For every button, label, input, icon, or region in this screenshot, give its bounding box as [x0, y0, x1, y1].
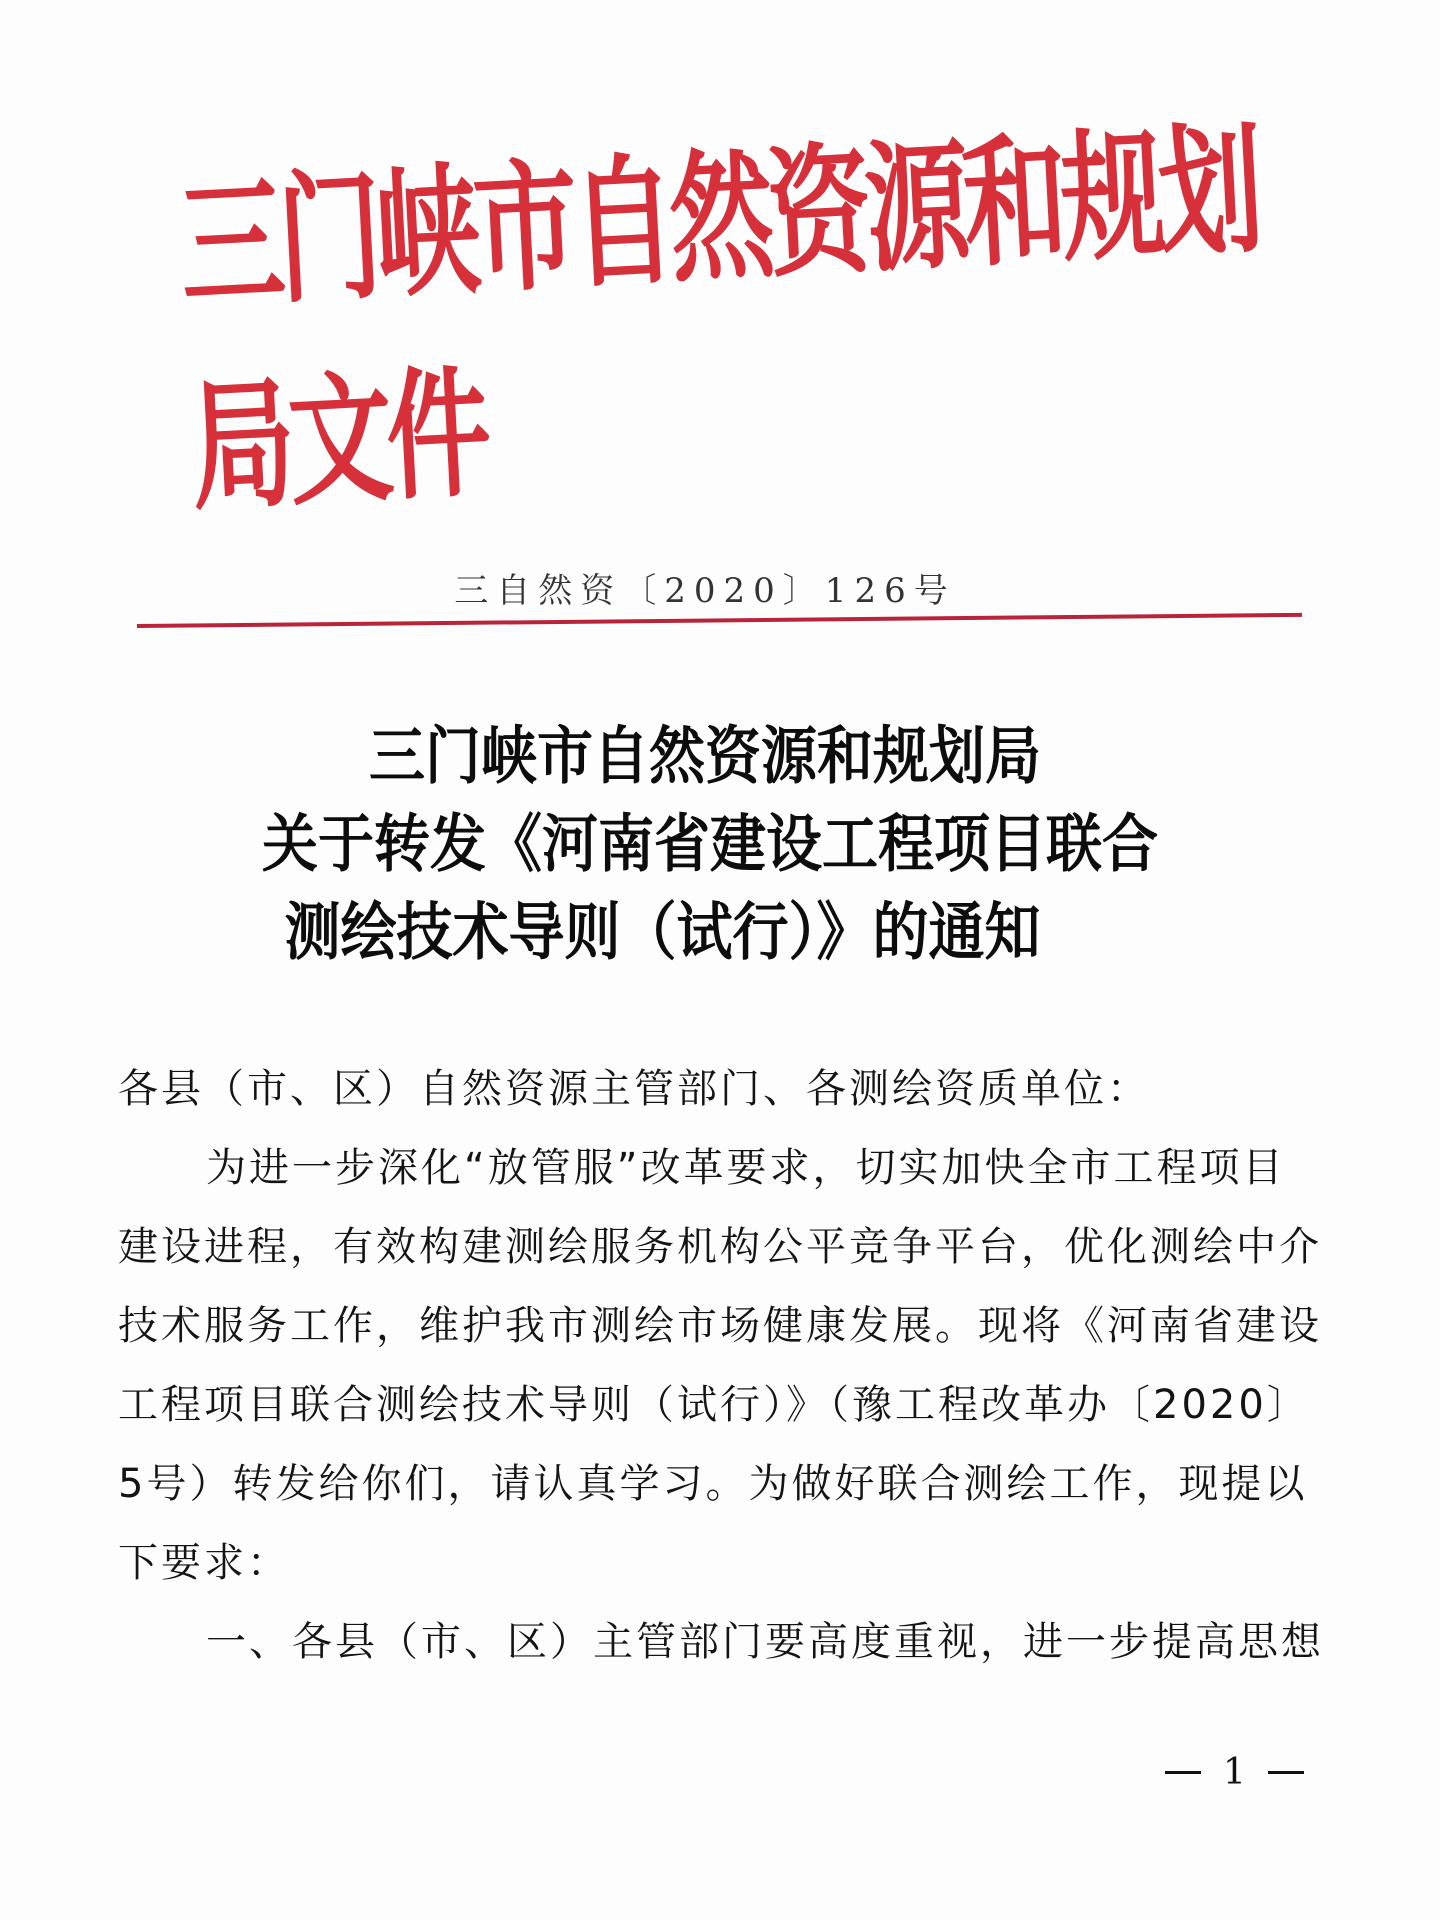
red-divider-line — [137, 613, 1302, 628]
header-title: 三门峡市自然资源和规划局文件 — [175, 106, 1262, 531]
page-number-value: 1 — [1223, 1752, 1246, 1793]
requirement-item-1: 一、各县（市、区）主管部门要高度重视，进一步提高思想 — [206, 1619, 1324, 1665]
page-number-dash-left — [1165, 1771, 1201, 1774]
document-body — [118, 1050, 1338, 1682]
title-line-3: 测绘技术导则（试行）》的通知 — [284, 895, 1041, 969]
body-line: 下要求： — [118, 1540, 290, 1586]
page-number — [1165, 1752, 1304, 1793]
title-line-2: 关于转发《河南省建设工程项目联合 — [262, 807, 1158, 881]
body-line: 5号）转发给你们，请认真学习。为做好联合测绘工作，现提以 — [118, 1461, 1308, 1507]
document-number: 三自然资〔2020〕126号 — [454, 571, 956, 611]
salutation: 各县（市、区）自然资源主管部门、各测绘资质单位： — [118, 1066, 1150, 1112]
title-line-1: 三门峡市自然资源和规划局 — [369, 719, 1041, 793]
body-line: 技术服务工作，维护我市测绘市场健康发展。现将《河南省建设 — [118, 1303, 1322, 1349]
page-number-dash-right — [1268, 1771, 1304, 1774]
issuing-authority-header — [175, 106, 1269, 531]
body-line: 建设进程，有效构建测绘服务机构公平竞争平台，优化测绘中介 — [118, 1224, 1322, 1270]
document-title — [0, 712, 1440, 976]
body-line: 工程项目联合测绘技术导则（试行）》（豫工程改革办〔2020〕 — [118, 1382, 1310, 1428]
body-line: 为进一步深化“放管服”改革要求，切实加快全市工程项目 — [206, 1145, 1286, 1191]
